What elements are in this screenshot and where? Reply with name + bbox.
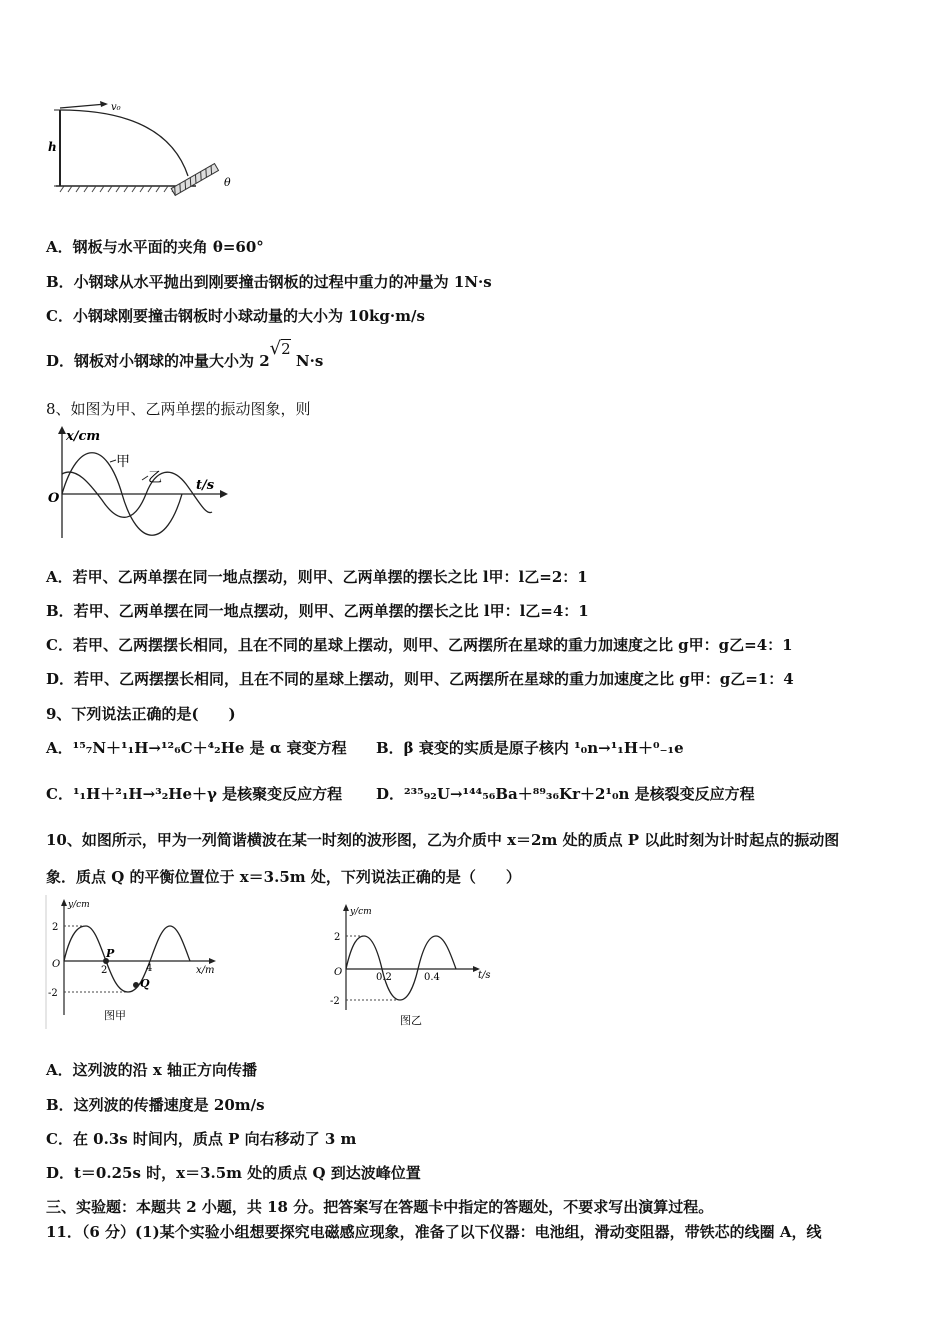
q8-origin: O: [48, 491, 60, 506]
q10-fig1-caption: 图甲: [104, 1009, 126, 1022]
q10-fig1-y-bottom: -2: [48, 988, 58, 999]
q10-fig1-point-q: Q: [140, 977, 150, 990]
q10-fig2-xlabel: t/s: [478, 970, 491, 981]
q10-fig2-y-bottom: -2: [330, 996, 340, 1007]
section-3-heading: 三、实验题：本题共 2 小题，共 18 分。把答案写在答题卡中指定的答题处，不要求写出演算过程。: [46, 1198, 714, 1216]
q10-vibration-graph-yi: [326, 898, 506, 1034]
q9-option-a: A．¹⁵₇N＋¹₁H→¹²₆C＋⁴₂He 是 α 衰变方程: [46, 739, 347, 757]
q9-option-c: C．¹₁H＋²₁H→³₂He＋γ 是核聚变反应方程: [46, 785, 343, 803]
q7-option-d: [46, 338, 324, 371]
q8-xlabel: t/s: [196, 478, 215, 493]
q7-option-c: C．小钢球刚要撞击钢板时小球动量的大小为 10kg·m/s: [46, 307, 425, 325]
q10-fig2-x1: 0.2: [376, 972, 392, 983]
q7-option-d-radicand: 2: [281, 340, 291, 358]
q7-theta-label: θ: [224, 176, 231, 189]
q10-option-b: B．这列波的传播速度是 20m/s: [46, 1096, 265, 1114]
q10-option-c: C．在 0.3s 时间内，质点 P 向右移动了 3 m: [46, 1130, 357, 1148]
q10-fig2-origin: O: [334, 967, 343, 978]
q11-stem: 11．（6 分）(1)某个实验小组想要探究电磁感应现象，准备了以下仪器：电池组，滑动变阻器，带铁芯的线圈 A，线: [46, 1223, 822, 1241]
q10-fig2-ylabel: y/cm: [350, 907, 372, 917]
q10-fig2-caption: 图乙: [400, 1014, 422, 1027]
q7-projectile-figure: [46, 96, 246, 206]
q8-label-jia: 甲: [116, 454, 130, 470]
q10-fig1-origin: O: [52, 959, 61, 970]
q10-wave-graph-jia: [44, 895, 244, 1035]
q9-option-d: D．²³⁵₉₂U→¹⁴⁴₅₆Ba＋⁸⁹₃₆Kr＋2¹₀n 是核裂变反应方程: [376, 785, 755, 803]
q10-fig2-y-top: 2: [334, 932, 341, 943]
q7-option-b: B．小钢球从水平抛出到刚要撞击钢板的过程中重力的冲量为 1N·s: [46, 273, 492, 291]
q8-pendulum-graph: [46, 424, 236, 544]
q8-stem: 8、如图为甲、乙两单摆的振动图象，则: [46, 400, 311, 418]
q10-fig1-ylabel: y/cm: [68, 900, 90, 910]
q7-option-a: A．钢板与水平面的夹角 θ=60°: [46, 238, 264, 256]
q8-label-yi: 乙: [148, 470, 162, 486]
q10-fig1-y-top: 2: [52, 922, 59, 933]
q7-option-d-sqrt: √2: [269, 338, 291, 359]
q7-option-d-suffix: N·s: [290, 352, 324, 370]
q9-stem: 9、下列说法正确的是( ): [46, 705, 236, 723]
q10-option-a: A．这列波的沿 x 轴正方向传播: [46, 1061, 258, 1079]
q7-option-d-prefix: D．钢板对小钢球的冲量大小为 2: [46, 352, 270, 370]
q7-v0-label: v₀: [111, 102, 121, 113]
q10-option-d: D．t＝0.25s 时，x＝3.5m 处的质点 Q 到达波峰位置: [46, 1164, 421, 1182]
q10-fig2-x2: 0.4: [424, 972, 440, 983]
q9-option-b: B．β 衰变的实质是原子核内 ¹₀n→¹₁H＋⁰₋₁e: [376, 739, 684, 757]
q8-ylabel: x/cm: [66, 429, 101, 444]
q10-fig1-x2: 4: [146, 963, 153, 974]
q10-fig1-x1: 2: [101, 965, 108, 976]
q10-fig1-xlabel: x/m: [196, 965, 215, 976]
q10-fig1-point-p: P: [106, 947, 115, 960]
q8-option-a: A．若甲、乙两单摆在同一地点摆动，则甲、乙两单摆的摆长之比 l甲：l乙=2：1: [46, 568, 588, 586]
q8-option-b: B．若甲、乙两单摆在同一地点摆动，则甲、乙两单摆的摆长之比 l甲：l乙=4：1: [46, 602, 589, 620]
q10-stem-line1: 10、如图所示，甲为一列简谐横波在某一时刻的波形图，乙为介质中 x＝2m 处的质点 P 以此时刻为计时起点的振动图: [46, 831, 840, 849]
q8-option-c: C．若甲、乙两摆摆长相同，且在不同的星球上摆动，则甲、乙两摆所在星球的重力加速度之比 g甲：g乙=4：1: [46, 636, 793, 654]
q8-option-d: D．若甲、乙两摆摆长相同，且在不同的星球上摆动，则甲、乙两摆所在星球的重力加速度之比 g甲：g乙=1：4: [46, 670, 794, 688]
q10-stem-line2: 象．质点 Q 的平衡位置位于 x＝3.5m 处，下列说法正确的是（ ）: [46, 868, 521, 886]
q7-h-label: h: [48, 140, 57, 154]
